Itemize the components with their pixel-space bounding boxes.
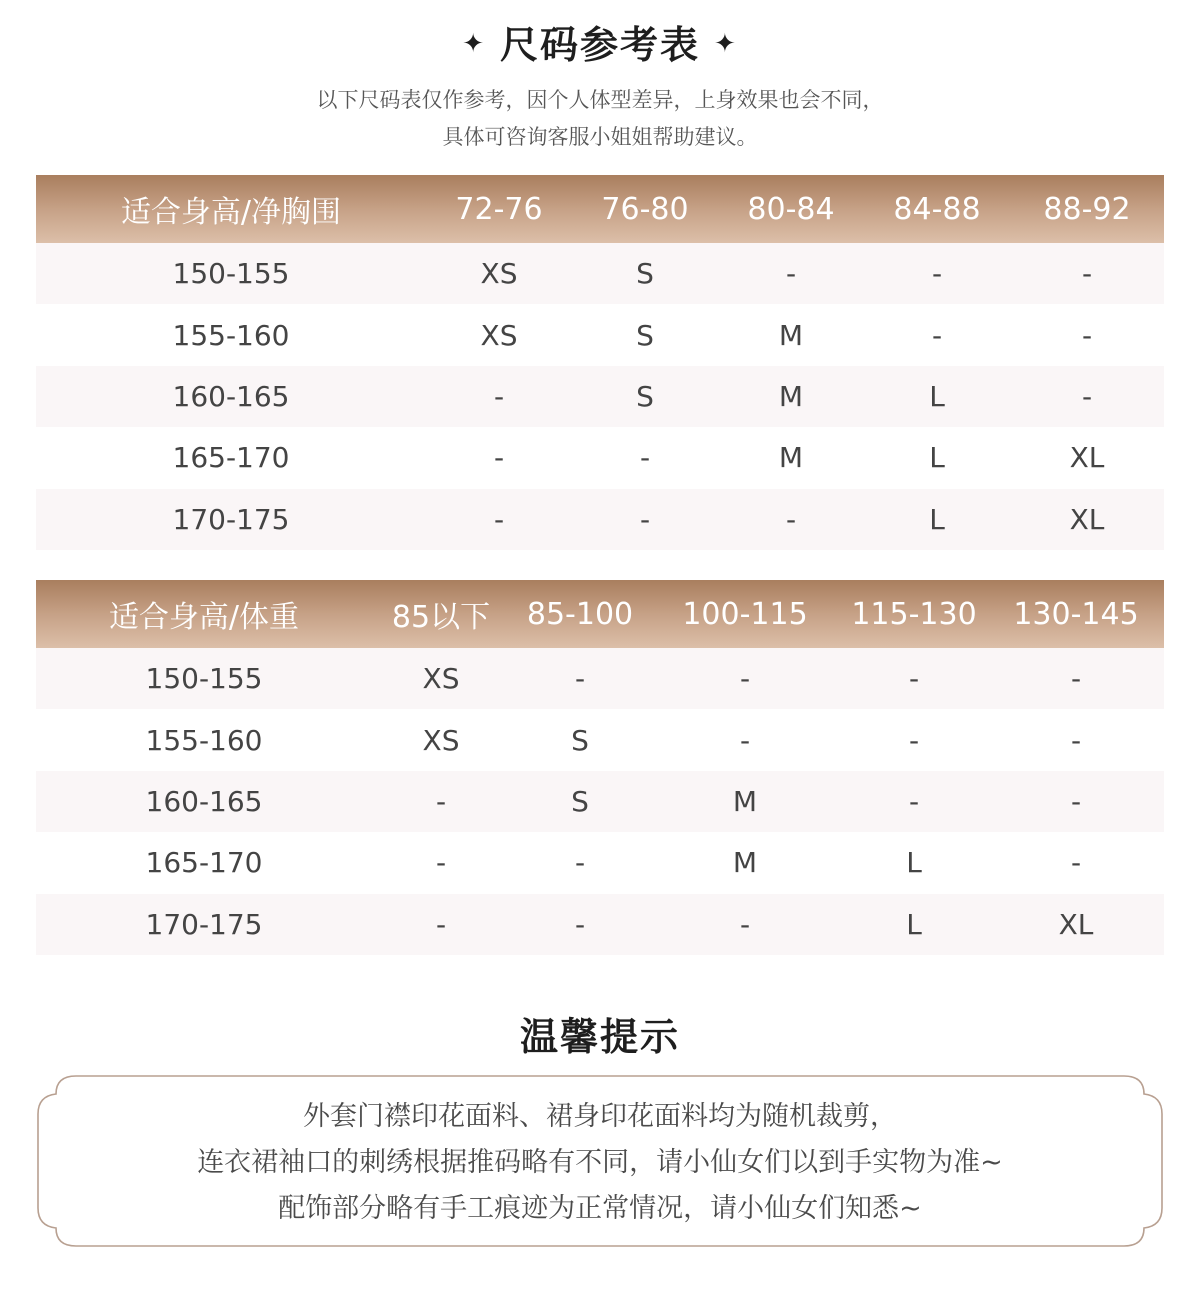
table-cell: 150-155 <box>36 243 426 304</box>
table-cell: - <box>988 832 1164 893</box>
header-cell: 115-130 <box>840 580 988 648</box>
table-cell: - <box>426 427 572 488</box>
star-left-icon: ✦ <box>462 29 486 59</box>
table-cell: - <box>988 648 1164 709</box>
table-row <box>36 489 1164 550</box>
table-cell: - <box>510 894 650 955</box>
table-cell: XS <box>426 243 572 304</box>
tips-frame <box>36 1074 1164 1248</box>
table-row <box>36 894 1164 955</box>
table-cell: - <box>372 832 510 893</box>
table-row <box>36 832 1164 893</box>
table-cell: S <box>572 243 718 304</box>
header-cell: 85-100 <box>510 580 650 648</box>
table-cell: - <box>864 243 1010 304</box>
table-row <box>36 709 1164 770</box>
tips-line-2: 连衣裙袖口的刺绣根据推码略有不同，请小仙女们以到手实物为准~ <box>197 1147 1003 1178</box>
header-cell: 88-92 <box>1010 175 1164 243</box>
page-title-text: 尺码参考表 <box>499 23 700 67</box>
subtitle-line-1: 以下尺码表仅作参考，因个人体型差异，上身效果也会不同， <box>316 88 884 112</box>
header-cell: 适合身高/净胸围 <box>36 175 426 243</box>
table-cell: - <box>572 489 718 550</box>
table-header-row <box>36 175 1164 243</box>
table-cell: L <box>864 427 1010 488</box>
subtitle-line-2: 具体可咨询客服小姐姐帮助建议。 <box>442 125 758 149</box>
chest-size-table <box>36 175 1164 550</box>
header-cell: 76-80 <box>572 175 718 243</box>
weight-size-table <box>36 580 1164 955</box>
header-cell: 适合身高/体重 <box>36 580 372 648</box>
table-cell: - <box>510 648 650 709</box>
header-cell: 85以下 <box>372 580 510 648</box>
table-cell: M <box>718 427 864 488</box>
table-cell: 170-175 <box>36 894 372 955</box>
table-cell: M <box>718 304 864 365</box>
table-cell: M <box>718 366 864 427</box>
table-cell: L <box>840 832 988 893</box>
table-cell: - <box>426 489 572 550</box>
table-cell: 165-170 <box>36 832 372 893</box>
table-cell: S <box>510 709 650 770</box>
table-cell: 155-160 <box>36 709 372 770</box>
header-cell: 84-88 <box>864 175 1010 243</box>
table-cell: M <box>650 832 840 893</box>
table-cell: S <box>510 771 650 832</box>
header-cell: 100-115 <box>650 580 840 648</box>
table-cell: 165-170 <box>36 427 426 488</box>
table-row <box>36 304 1164 365</box>
table-cell: - <box>426 366 572 427</box>
table-header-row <box>36 580 1164 648</box>
table-row <box>36 771 1164 832</box>
table-cell: 150-155 <box>36 648 372 709</box>
table-cell: S <box>572 304 718 365</box>
table-cell: - <box>572 427 718 488</box>
header-cell: 130-145 <box>988 580 1164 648</box>
table-cell: - <box>650 648 840 709</box>
table-cell: - <box>840 771 988 832</box>
table-cell: 160-165 <box>36 771 372 832</box>
tips-title: 温馨提示 <box>519 1015 680 1059</box>
table-row <box>36 243 1164 304</box>
table-cell: L <box>864 489 1010 550</box>
table-cell: XL <box>1010 427 1164 488</box>
page-title <box>0 14 1200 69</box>
table-cell: - <box>840 648 988 709</box>
table-cell: XL <box>1010 489 1164 550</box>
table-cell: - <box>988 771 1164 832</box>
table-cell: - <box>988 709 1164 770</box>
table-cell: 160-165 <box>36 366 426 427</box>
table-cell: L <box>840 894 988 955</box>
table-cell: XS <box>372 648 510 709</box>
table-cell: - <box>864 304 1010 365</box>
table-cell: M <box>650 771 840 832</box>
table-row <box>36 427 1164 488</box>
table-cell: - <box>718 489 864 550</box>
table-cell: - <box>840 709 988 770</box>
header-cell: 80-84 <box>718 175 864 243</box>
tips-text <box>36 1094 1164 1232</box>
table-cell: - <box>1010 366 1164 427</box>
table-cell: - <box>510 832 650 893</box>
table-cell: 155-160 <box>36 304 426 365</box>
star-right-icon: ✦ <box>714 29 738 59</box>
table-cell: - <box>1010 304 1164 365</box>
tips-line-1: 外套门襟印花面料、裙身印花面料均为随机裁剪， <box>303 1101 897 1132</box>
table-cell: XS <box>426 304 572 365</box>
table-cell: - <box>372 894 510 955</box>
tips-line-3: 配饰部分略有手工痕迹为正常情况，请小仙女们知悉~ <box>278 1193 922 1224</box>
table-cell: 170-175 <box>36 489 426 550</box>
table-cell: XL <box>988 894 1164 955</box>
table-cell: - <box>650 709 840 770</box>
table-cell: L <box>864 366 1010 427</box>
table-cell: - <box>718 243 864 304</box>
table-cell: XS <box>372 709 510 770</box>
table-cell: - <box>650 894 840 955</box>
table-cell: - <box>1010 243 1164 304</box>
table-row <box>36 366 1164 427</box>
table-cell: S <box>572 366 718 427</box>
header-cell: 72-76 <box>426 175 572 243</box>
table-cell: - <box>372 771 510 832</box>
table-row <box>36 648 1164 709</box>
